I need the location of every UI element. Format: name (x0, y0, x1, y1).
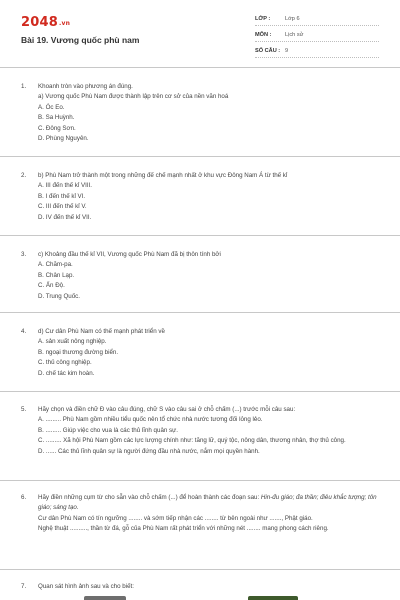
fill-in-paragraph[interactable]: Cư dân Phù Nam có tín ngưỡng ........ và sớm tiếp nhận các ........ từ bên ngoài như ......., Phật giáo. (38, 514, 313, 522)
logo-suffix: .vn (58, 20, 71, 27)
question-body (38, 582, 383, 592)
divider (0, 156, 400, 157)
question-number: 6. (21, 494, 27, 501)
divider (0, 569, 400, 570)
answer-option[interactable]: C. thủ công nghiệp. (38, 359, 92, 367)
divider (0, 480, 400, 481)
question-number: 2. (21, 172, 27, 179)
question-number: 3. (21, 251, 27, 258)
statement-item[interactable]: A. ......... Phù Nam gồm nhiều tiểu quốc nên tổ chức nhà nước tương đối lỏng lẻo. (38, 416, 263, 424)
question-body (38, 82, 383, 144)
answer-option[interactable]: C. III đến thế kỉ V. (38, 203, 87, 211)
statement-item[interactable]: D. ...... Các thủ lĩnh quân sự là người đứng đầu nhà nước, nắm mọi quyền hành. (38, 447, 260, 455)
question-number: 1. (21, 83, 27, 90)
question-body (38, 493, 383, 535)
question-body (38, 327, 383, 379)
statement-item[interactable]: B. ......... Giúp việc cho vua là các thủ lĩnh quân sự. (38, 426, 178, 434)
answer-option[interactable]: D. Trung Quốc. (38, 292, 80, 300)
answer-option[interactable]: B. Sa Huỳnh. (38, 114, 75, 122)
question-prompt: Hãy chọn và điền chữ Đ vào câu đúng, chữ S vào câu sai ở chỗ chấm (...) trước mỗi câu sau: (38, 406, 296, 413)
answer-option[interactable]: B. Chân Lạp. (38, 271, 75, 279)
question-subprompt: a) Vương quốc Phù Nam được thành lập trên cơ sở của nền văn hoá (38, 93, 229, 101)
divider (0, 235, 400, 236)
question-prompt: b) Phù Nam trở thành một trong những đế chế mạnh nhất ở khu vực Đông Nam Á từ thế kỉ (38, 172, 288, 179)
question-number: 7. (21, 583, 27, 590)
question-prompt: c) Khoảng đầu thế kỉ VII, Vương quốc Phù Nam đã bị thôn tính bởi (38, 251, 221, 258)
site-logo[interactable] (21, 15, 70, 30)
page-title: Bài 19. Vương quốc phù nam (21, 35, 140, 45)
answer-option[interactable]: A. Chăm-pa. (38, 261, 73, 269)
meta-grade-label: LỚP : (255, 16, 271, 22)
question-number: 4. (21, 328, 27, 335)
answer-option[interactable]: C. Ấn Độ. (38, 282, 65, 290)
answer-option[interactable]: D. Phùng Nguyên. (38, 135, 89, 143)
answer-option[interactable]: D. chế tác kim hoàn. (38, 369, 95, 377)
artifact-image (84, 596, 126, 600)
question-prompt: Khoanh tròn vào phương án đúng. (38, 83, 133, 90)
answer-option[interactable]: C. Đông Sơn. (38, 124, 76, 132)
answer-option[interactable]: D. IV đến thế kỉ VII. (38, 213, 92, 221)
meta-grade-value: Lớp 6 (285, 16, 300, 22)
meta-subject (255, 28, 379, 42)
answer-option[interactable]: A. Óc Eo. (38, 103, 65, 111)
question-number: 5. (21, 406, 27, 413)
question-body (38, 405, 383, 457)
fill-in-paragraph[interactable]: Nghệ thuật .........., thần từ đá, gỗ của Phù Nam rất phát triển với những nét ........ mang phong cách riêng. (38, 525, 329, 533)
answer-option[interactable]: B. I đến thế kỉ VI. (38, 192, 86, 200)
meta-question-count (255, 44, 379, 58)
question-prompt: Quan sát hình ảnh sau và cho biết: (38, 583, 134, 590)
artifact-image (248, 596, 298, 600)
answer-option[interactable]: B. ngoại thương đường biển. (38, 348, 119, 356)
question-body (38, 250, 383, 302)
logo-text: 2048 (21, 15, 58, 30)
word-bank: Hin-đu giáo; đa thần; điêu khắc tượng; tôn giáo; sáng tạo. (38, 494, 377, 512)
answer-option[interactable]: A. sản xuất nông nghiệp. (38, 338, 107, 346)
prompt-text: Hãy điền những cụm từ cho sẵn vào chỗ chấm (...) để hoàn thành các đoạn sau: (38, 494, 261, 501)
meta-subject-label: MÔN : (255, 32, 272, 38)
meta-count-value: 9 (285, 48, 289, 54)
question-prompt: d) Cư dân Phù Nam có thế mạnh phát triển về (38, 328, 165, 335)
divider (0, 312, 400, 313)
divider (0, 67, 400, 68)
meta-subject-value: Lịch sử (285, 32, 304, 38)
meta-count-label: SỐ CÂU : (255, 48, 281, 54)
answer-option[interactable]: A. III đến thế kỉ VIII. (38, 182, 92, 190)
page-header (0, 0, 400, 68)
meta-grade (255, 12, 379, 26)
divider (0, 391, 400, 392)
question-body (38, 171, 383, 223)
statement-item[interactable]: C. ......... Xã hội Phù Nam gồm các lực lượng chính như: tăng lữ, quý tộc, nông dân, thương nhân, thợ thủ công. (38, 437, 346, 445)
question-prompt (38, 493, 383, 514)
